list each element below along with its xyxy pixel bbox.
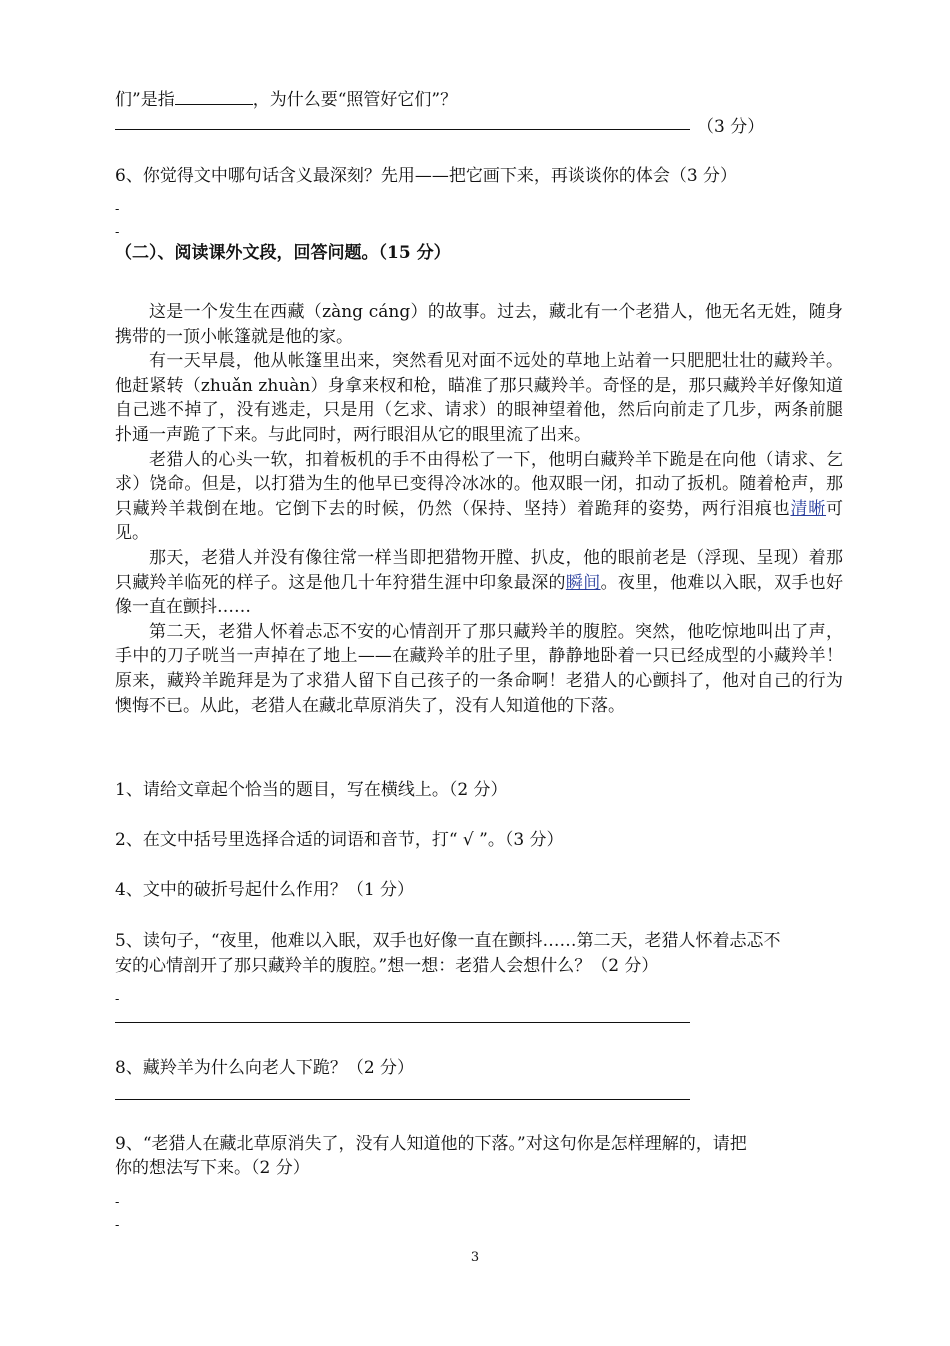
question-5-line-2: 安的心情剖开了那只藏羚羊的腹腔。”想一想：老猎人会想什么？（2 分） xyxy=(115,956,659,976)
paragraph-text: 老猎人的心头一软，扣着板机的手不由得松了一下，他明白藏羚羊下跪是在向他（请求、乞求）饶命。但是，以打猎为生的他早已变得冷冰冰的。他双眼一闭，扣动了扳机。随着枪声，那只藏羚羊栽倒在地。它倒下去的时候，仍然（保持、坚持）着跪拜的姿势，两行泪痕也 xyxy=(115,449,843,519)
passage-paragraph-2: 有一天早晨，他从帐篷里出来，突然看见对面不远处的草地上站着一只肥肥壮壮的藏羚羊。他赶紧转（zhuǎn zhuàn）身拿来杈和枪，瞄准了那只藏羚羊。奇怪的是，那只藏羚羊好像知道自己逃不掉了，没有逃走，只是用（乞求、请求）的眼神望着他，然后向前走了几步，两条前腿扑通一声跪了下来。与此同时，两行眼泪从它的眼里流了出来。 xyxy=(115,351,843,445)
passage-paragraph-5: 第二天，老猎人怀着忐忑不安的心情剖开了那只藏羚羊的腹腔。突然，他吃惊地叫出了声，手中的刀子咣当一声掉在了地上——在藏羚羊的肚子里，静静地卧着一只已经成型的小藏羚羊！原来，藏羚羊跪拜是为了求猎人留下自己孩子的一条命啊！老猎人的心颤抖了，他对自己的行为懊悔不已。从此，老猎人在藏北草原消失了，没有人知道他的下落。 xyxy=(115,621,843,716)
answer-line[interactable] xyxy=(115,1099,690,1100)
answer-line[interactable] xyxy=(115,129,690,130)
section-2-title: （二）、阅读课外文段，回答问题。（15 分） xyxy=(115,243,451,263)
answer-placeholder-dash: - xyxy=(115,1195,120,1210)
hyperlink-word[interactable]: 清晰 xyxy=(790,498,827,519)
answer-placeholder-dash: - xyxy=(115,225,120,240)
paragraph-text: 可见。 xyxy=(115,498,844,544)
question-2: 2、在文中括号里选择合适的词语和音节，打“ √ ”。（3 分） xyxy=(115,830,564,850)
answer-line[interactable] xyxy=(115,1022,690,1023)
question-1: 1、请给文章起个恰当的题目，写在横线上。（2 分） xyxy=(115,780,508,800)
answer-placeholder-dash: - xyxy=(115,992,120,1007)
reading-passage xyxy=(115,300,843,718)
question-5-continuation xyxy=(115,89,457,111)
question-4: 4、文中的破折号起什么作用？（1 分） xyxy=(115,880,415,900)
question-9-line-1: 9、“老猎人在藏北草原消失了，没有人知道他的下落。”对这句你是怎样理解的，请把 xyxy=(115,1134,747,1154)
question-9-line-2: 你的想法写下来。（2 分） xyxy=(115,1158,310,1178)
question-text: 们”是指 xyxy=(115,90,175,110)
question-6: 6、你觉得文中哪句话含义最深刻？先用——把它画下来，再谈谈你的体会（3 分） xyxy=(115,166,738,186)
paragraph-text: 。夜里，他难以入眠，双手也好像一直在颤抖…… xyxy=(115,572,844,618)
answer-placeholder-dash: - xyxy=(115,202,120,217)
question-5-line-1: 5、读句子，“夜里，他难以入眠，双手也好像一直在颤抖……第二天，老猎人怀着忐忑不 xyxy=(115,931,781,951)
answer-blank[interactable] xyxy=(175,90,253,105)
passage-paragraph-4 xyxy=(115,546,843,620)
hyperlink-word[interactable]: 瞬间 xyxy=(565,572,601,593)
passage-paragraph-1: 这是一个发生在西藏（zàng cáng）的故事。过去，藏北有一个老猎人，他无名无姓，随身携带的一顶小帐篷就是他的家。 xyxy=(115,302,843,347)
answer-placeholder-dash: - xyxy=(115,1218,120,1233)
page-number: 3 xyxy=(470,1250,480,1265)
passage-paragraph-3 xyxy=(115,448,843,546)
question-text-after: ，为什么要“照管好它们”？ xyxy=(252,90,458,110)
paragraph-text: 那天，老猎人并没有像往常一样当即把猎物开膛、扒皮，他的眼前老是（浮现、呈现）着那只藏羚羊临死的样子。这是他几十年狩猎生涯中印象最深的 xyxy=(115,547,843,593)
score-label: （3 分） xyxy=(697,117,765,137)
question-8: 8、藏羚羊为什么向老人下跪？（2 分） xyxy=(115,1058,415,1078)
